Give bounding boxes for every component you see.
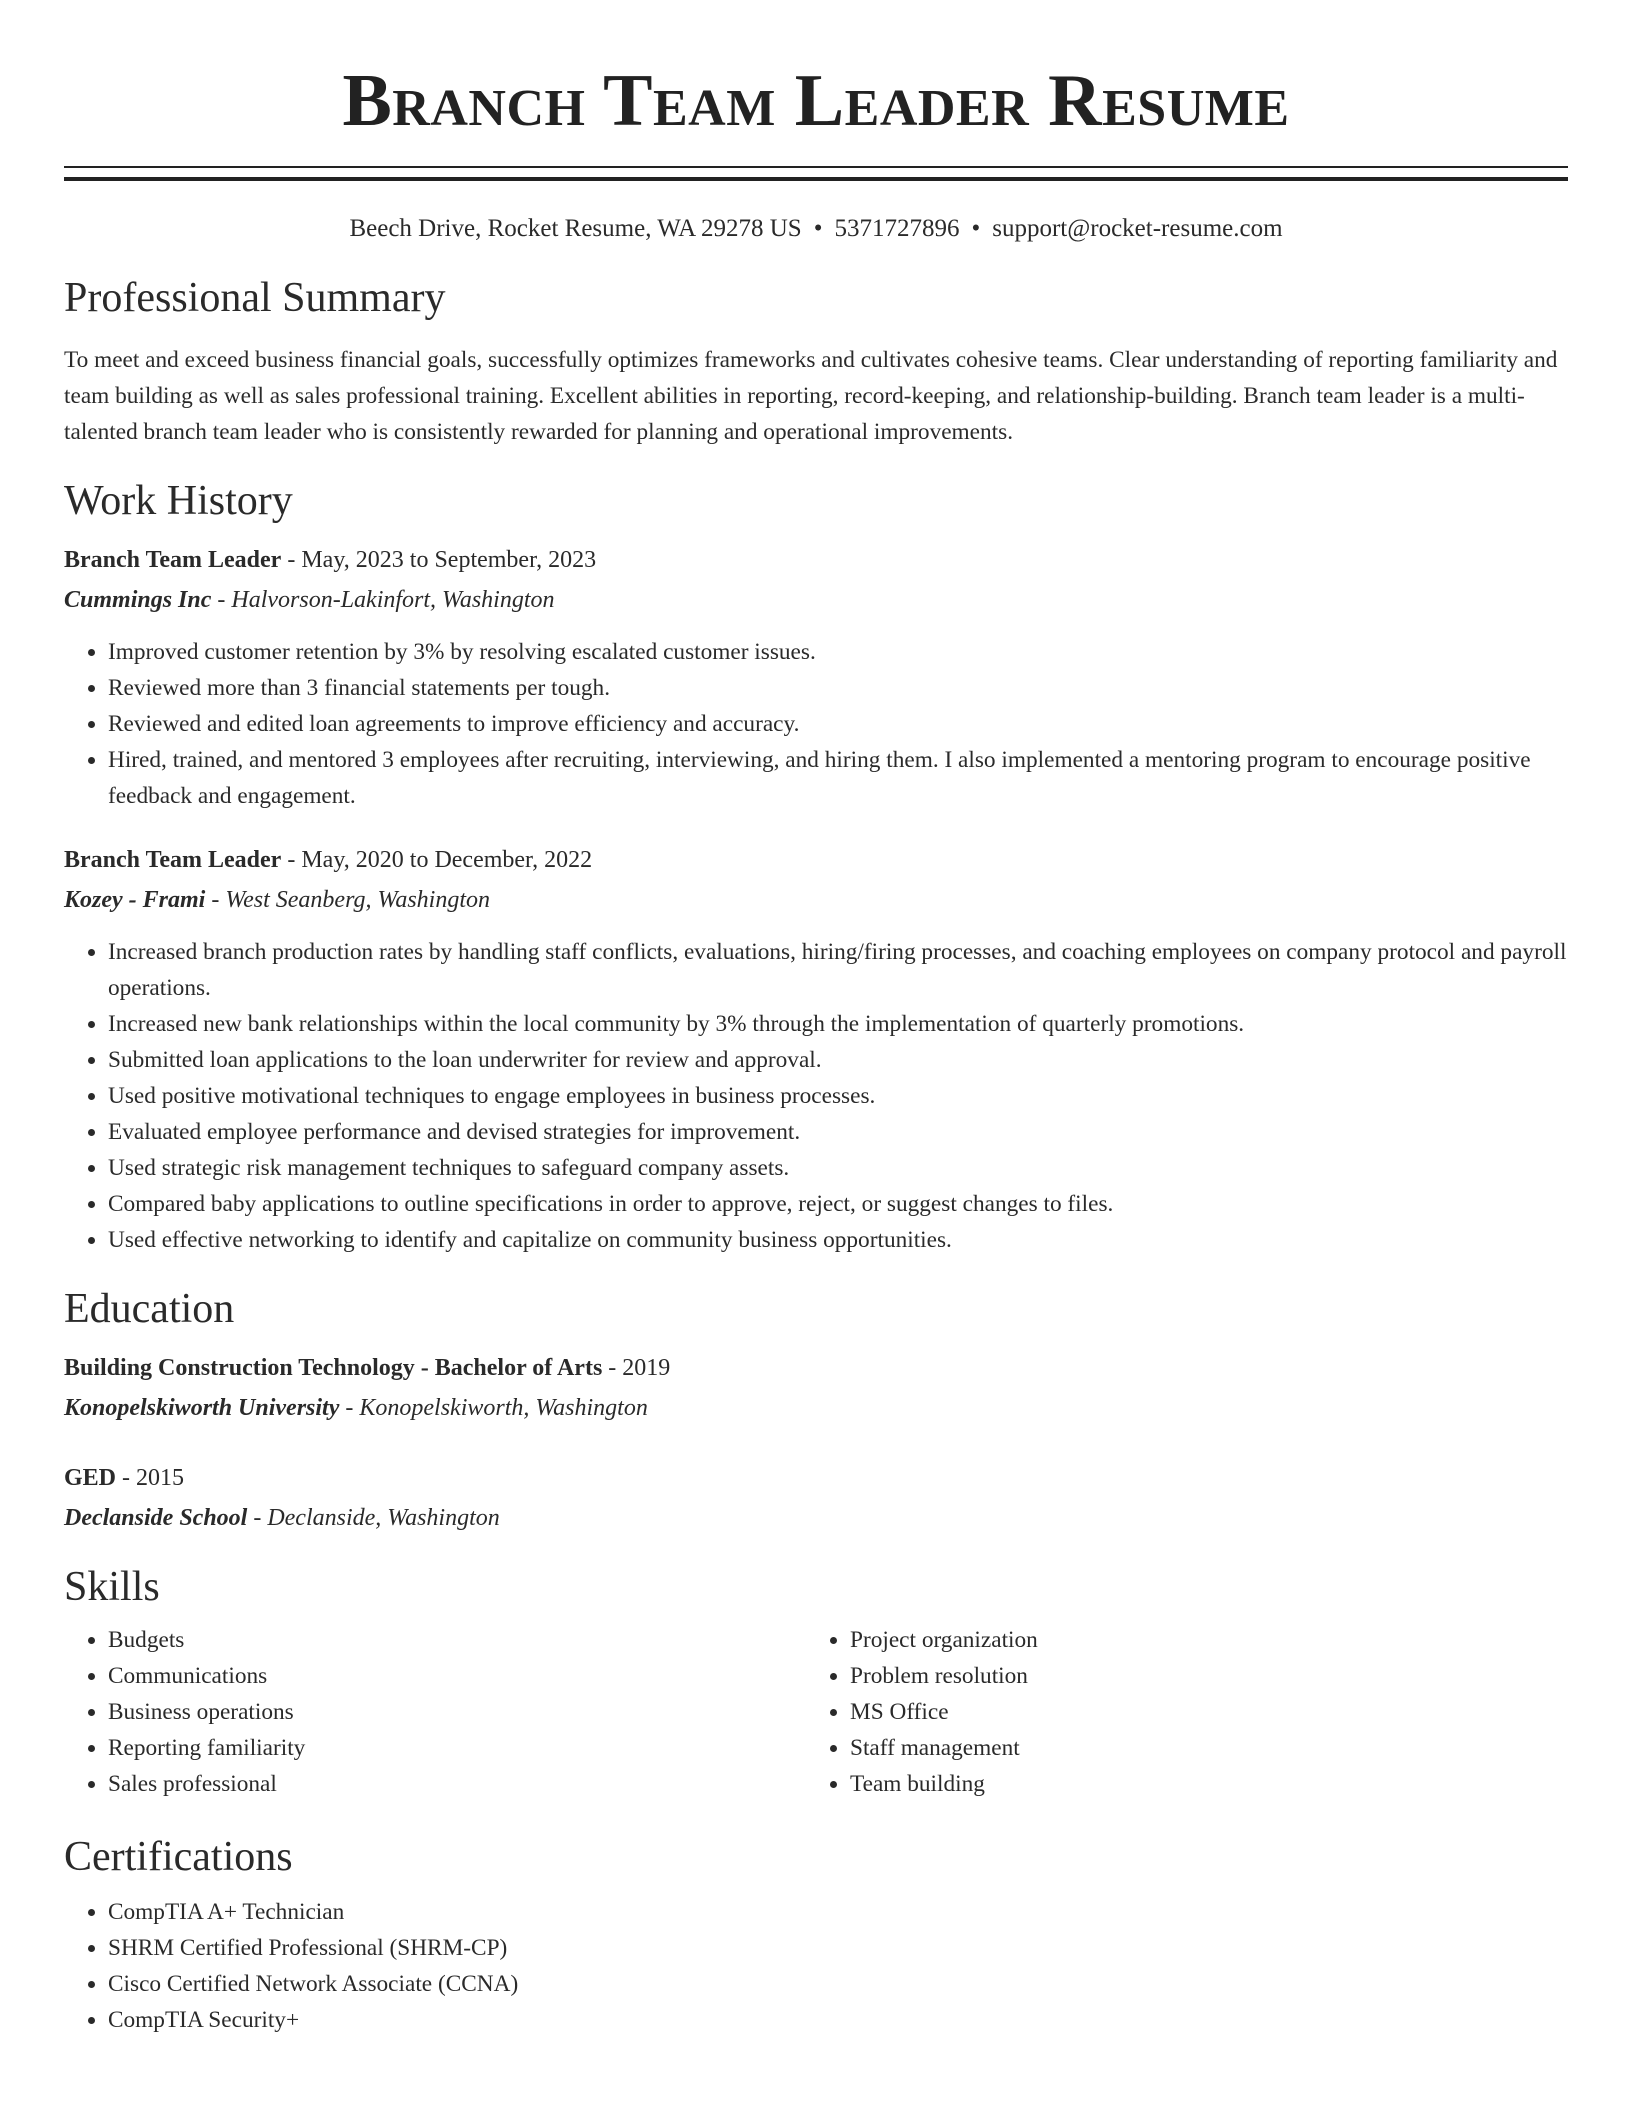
school-line xyxy=(64,1388,1568,1428)
school-name: Declanside School xyxy=(64,1505,248,1531)
contact-address: Beech Drive, Rocket Resume, WA 29278 US xyxy=(349,215,802,242)
list-item: • Budgets xyxy=(108,1622,806,1658)
company-location: - West Seanberg, Washington xyxy=(205,887,490,913)
job-title-line xyxy=(64,540,1568,580)
company-line xyxy=(64,880,1568,920)
degree-line xyxy=(64,1458,1568,1498)
job-entry xyxy=(64,540,1568,814)
company-name: Cummings Inc xyxy=(64,587,212,613)
list-item: • Cisco Certified Network Associate (CCNA) xyxy=(108,1966,1568,2002)
list-item: • Reviewed more than 3 financial statements per tough. xyxy=(108,670,1568,706)
job-title-line xyxy=(64,840,1568,880)
list-item: • Compared baby applications to outline specifications in order to approve, reject, or suggest changes to files. xyxy=(108,1186,1568,1222)
summary-text: To meet and exceed business financial goals, successfully optimizes frameworks and cultivates cohesive teams. Clear understanding of reporting familiarity and team building as well as sales professional training. Excellent abilities in reporting, record-keeping, and relationship-building. Branch team leader is a multi-talented branch team leader who is consistently rewarded for planning and operational improvements. xyxy=(64,347,1558,445)
education-entry xyxy=(64,1458,1568,1538)
skills-list-left xyxy=(64,1622,806,1802)
skills-heading: Skills xyxy=(64,1564,160,1610)
contact-line xyxy=(64,215,1568,243)
resume-page xyxy=(64,0,1568,2038)
contact-separator: • xyxy=(971,215,981,242)
school-name: Konopelskiworth University xyxy=(64,1395,340,1421)
company-location: - Halvorson-Lakinfort, Washington xyxy=(211,587,555,613)
list-item: • CompTIA A+ Technician xyxy=(108,1894,1568,1930)
title-divider xyxy=(64,166,1568,181)
company-line xyxy=(64,580,1568,620)
list-item: • Used effective networking to identify and capitalize on community business opportunities. xyxy=(108,1222,1568,1258)
list-item: • Used positive motivational techniques to engage employees in business processes. xyxy=(108,1078,1568,1114)
job-title: Branch Team Leader xyxy=(64,547,282,573)
list-item: • MS Office xyxy=(850,1694,1548,1730)
skills-list-right xyxy=(806,1622,1548,1802)
list-item: • Evaluated employee performance and devised strategies for improvement. xyxy=(108,1114,1568,1150)
degree-name: Building Construction Technology - Bachelor of Arts xyxy=(64,1355,603,1381)
job-bullets xyxy=(64,934,1568,1258)
job-dates: - May, 2020 to December, 2022 xyxy=(281,847,593,873)
list-item: • Reporting familiarity xyxy=(108,1730,806,1766)
certifications-heading: Certifications xyxy=(64,1834,293,1880)
list-item: • Communications xyxy=(108,1658,806,1694)
contact-email[interactable]: support@rocket-resume.com xyxy=(992,215,1283,242)
list-item: • Reviewed and edited loan agreements to improve efficiency and accuracy. xyxy=(108,706,1568,742)
list-item: • Team building xyxy=(850,1766,1548,1802)
school-location: - Declanside, Washington xyxy=(247,1505,500,1531)
job-bullets xyxy=(64,634,1568,814)
list-item: • Hired, trained, and mentored 3 employees after recruiting, interviewing, and hiring them. I also implemented a mentoring program to encourage positive feedback and engagement. xyxy=(108,742,1568,814)
summary-heading: Professional Summary xyxy=(64,275,446,321)
school-line xyxy=(64,1498,1568,1538)
school-location: - Konopelskiworth, Washington xyxy=(339,1395,648,1421)
list-item: • Increased new bank relationships within the local community by 3% through the implementation of quarterly promotions. xyxy=(108,1006,1568,1042)
contact-separator: • xyxy=(813,215,823,242)
job-dates: - May, 2023 to September, 2023 xyxy=(281,547,597,573)
skills-columns xyxy=(64,1622,1568,1802)
list-item: • Increased branch production rates by handling staff conflicts, evaluations, hiring/firing processes, and coaching employees on company protocol and payroll operations. xyxy=(108,934,1568,1006)
list-item: • Sales professional xyxy=(108,1766,806,1802)
list-item: • Submitted loan applications to the loan underwriter for review and approval. xyxy=(108,1042,1568,1078)
certifications-list xyxy=(64,1894,1568,2038)
list-item: • CompTIA Security+ xyxy=(108,2002,1568,2038)
resume-title: Branch Team Leader Resume xyxy=(342,60,1290,142)
list-item: • Used strategic risk management techniques to safeguard company assets. xyxy=(108,1150,1568,1186)
list-item: • Project organization xyxy=(850,1622,1548,1658)
list-item: • SHRM Certified Professional (SHRM-CP) xyxy=(108,1930,1568,1966)
job-entry xyxy=(64,840,1568,1258)
work-history-heading: Work History xyxy=(64,478,293,524)
company-name: Kozey - Frami xyxy=(64,887,206,913)
contact-phone: 5371727896 xyxy=(834,215,960,242)
degree-year: - 2019 xyxy=(602,1355,671,1381)
list-item: • Staff management xyxy=(850,1730,1548,1766)
list-item: • Problem resolution xyxy=(850,1658,1548,1694)
education-entry xyxy=(64,1348,1568,1428)
degree-name: GED xyxy=(64,1465,117,1491)
education-heading: Education xyxy=(64,1286,235,1332)
list-item: • Business operations xyxy=(108,1694,806,1730)
list-item: • Improved customer retention by 3% by resolving escalated customer issues. xyxy=(108,634,1568,670)
degree-year: - 2015 xyxy=(116,1465,185,1491)
degree-line xyxy=(64,1348,1568,1388)
job-title: Branch Team Leader xyxy=(64,847,282,873)
